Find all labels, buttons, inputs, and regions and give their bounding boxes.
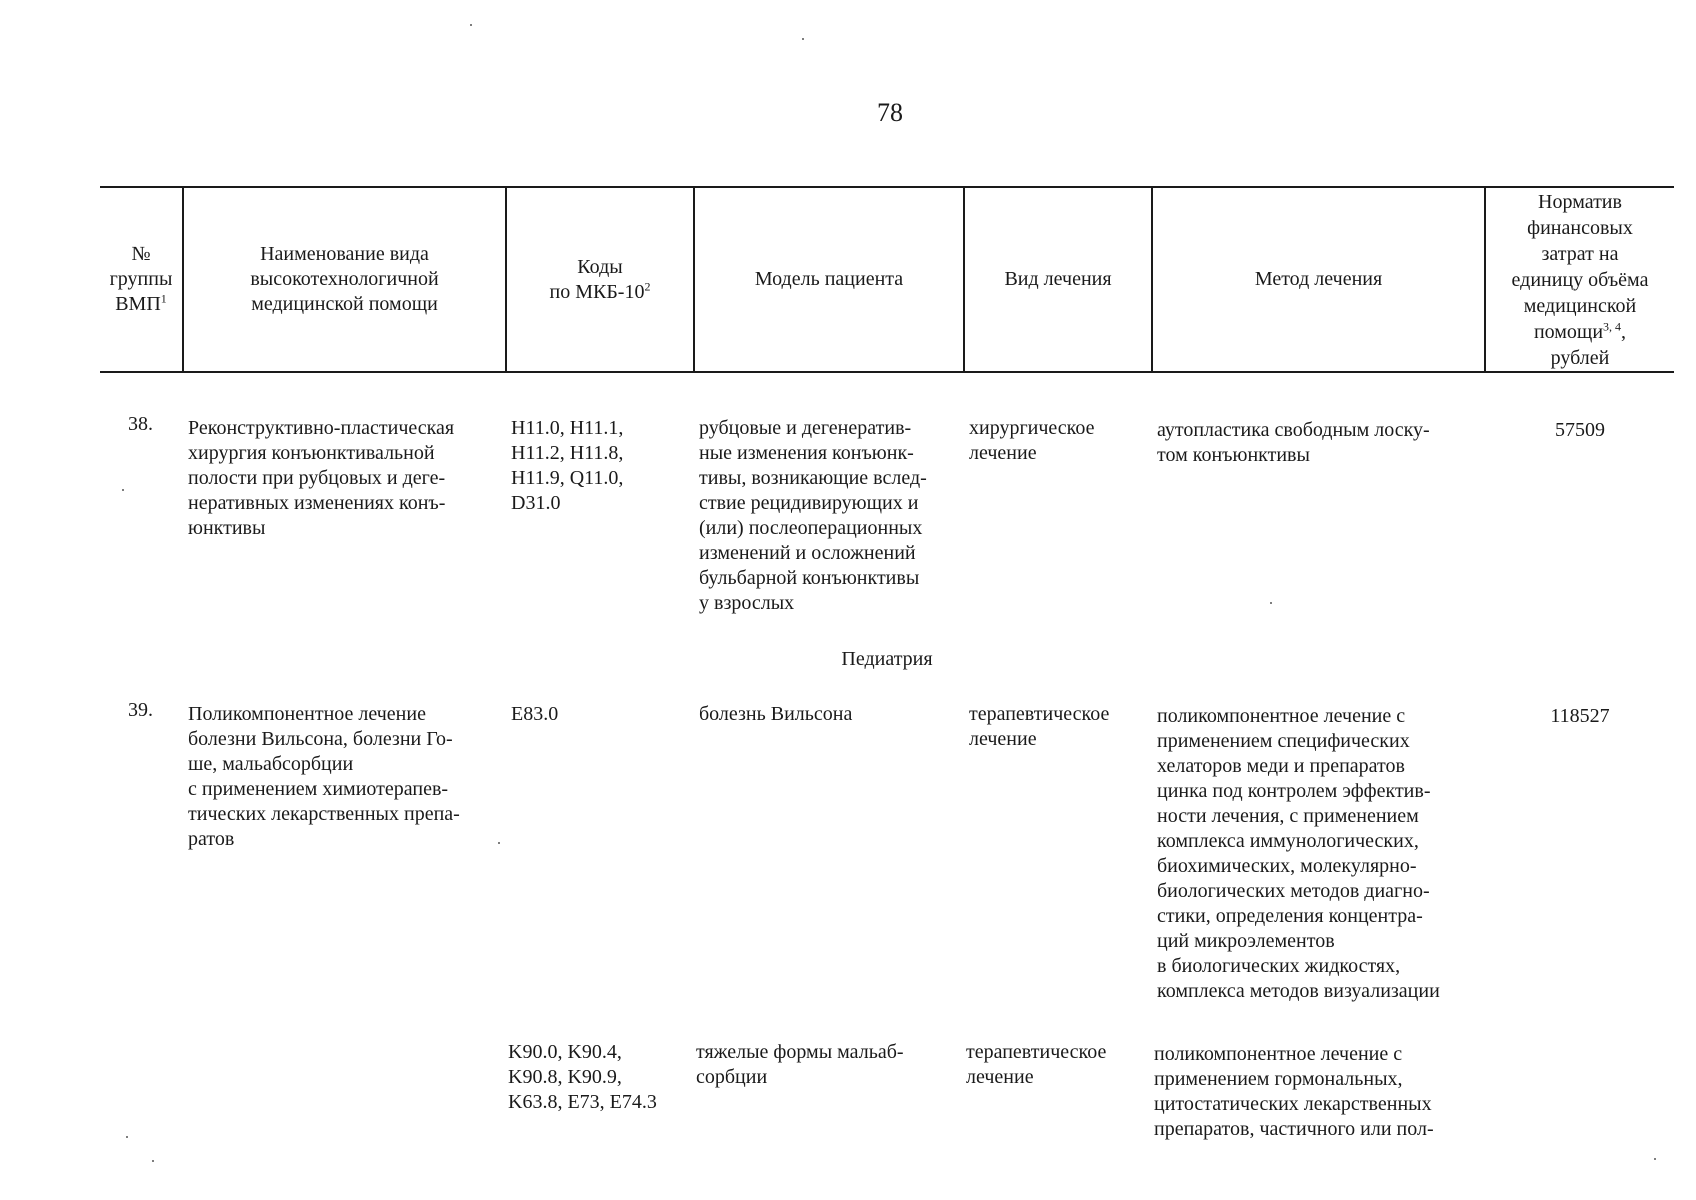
- scan-speck: [470, 24, 472, 26]
- scan-speck: [1270, 602, 1272, 604]
- scan-speck: [126, 1136, 128, 1138]
- row-39-number: 39.: [128, 699, 153, 721]
- row-38-care-type: Реконструктивно-пластическая хирургия конъюнктивальной полости при рубцовых и деге- неративных изменениях конъ- юнктивы: [188, 417, 455, 539]
- header-treatment-type: Вид лечения: [1004, 268, 1112, 290]
- header-patient-model: Модель пациента: [754, 268, 904, 290]
- row-38-icd-codes: H11.0, H11.1, H11.2, H11.8, H11.9, Q11.0, D31.0: [511, 417, 624, 514]
- row-39-treatment-method: поликомпонентное лечение с применением специфических хелаторов меди и препаратов цинка под контролем эффектив- ности лечения, с применением комплекса иммунологических, биохимических, молекулярно- биологических методов диагно- стики, определения концентра- ций микроэлементов в биологических жидкостях, комплекса методов визуализации: [1157, 705, 1440, 1002]
- header-icd-codes: Коды по МКБ-$10^2$: [549, 255, 651, 303]
- row-39b-treatment-type: терапевтическое лечение: [966, 1041, 1107, 1088]
- row-39b-icd-codes: K90.0, K90.4, K90.8, K90.9, K63.8, E73, E74.3: [508, 1041, 657, 1113]
- row-39-cost: 118527: [1550, 705, 1610, 727]
- row-38-cost: 57509: [1555, 419, 1605, 441]
- row-39-care-type: Поликомпонентное лечение болезни Вильсона, болезни Го- ше, мальабсорбции с применением химиотерапев- тических лекарственных препа- ратов: [188, 703, 460, 850]
- header-treatment-method: Метод лечения: [1254, 268, 1383, 290]
- scan-speck: [802, 38, 804, 40]
- row-39b-patient-model: тяжелые формы мальаб- сорбции: [696, 1041, 904, 1088]
- page-number: 78: [877, 98, 903, 127]
- row-39-treatment-type: терапевтическое лечение: [969, 703, 1110, 750]
- scan-speck: [152, 1160, 154, 1162]
- row-38-treatment-type: хирургическое лечение: [969, 417, 1095, 464]
- header-group-number: № группы ВМП$^1$: [109, 243, 173, 315]
- scan-speck: [122, 489, 124, 491]
- row-38-patient-model: рубцовые и дегенератив- ные изменения конъюнк- тивы, возникающие вслед- ствие рецидивирующих и (или) послеоперационных изменений и осложнений бульбарной конъюнктивы у взрослых: [699, 417, 927, 614]
- scan-speck: [1654, 1158, 1656, 1160]
- section-title: Педиатрия: [841, 648, 933, 670]
- row-39b-treatment-method: поликомпонентное лечение с применением гормональных, цитостатических лекарственных препаратов, частичного или пол-: [1154, 1043, 1434, 1140]
- header-cost-norm: Норматив финансовых затрат на единицу объёма медицинской помощи$^{3, 4}$, рублей: [1511, 190, 1649, 369]
- scan-speck: [498, 842, 500, 844]
- row-38-number: 38.: [128, 413, 153, 435]
- row-38-treatment-method: аутопластика свободным лоску- том конъюнктивы: [1157, 419, 1430, 466]
- row-39-icd-codes: E83.0: [511, 703, 559, 725]
- row-39-patient-model: болезнь Вильсона: [699, 703, 853, 725]
- header-bottom-border: [100, 371, 1674, 373]
- header-care-type: Наименование вида высокотехнологичной медицинской помощи: [250, 243, 439, 315]
